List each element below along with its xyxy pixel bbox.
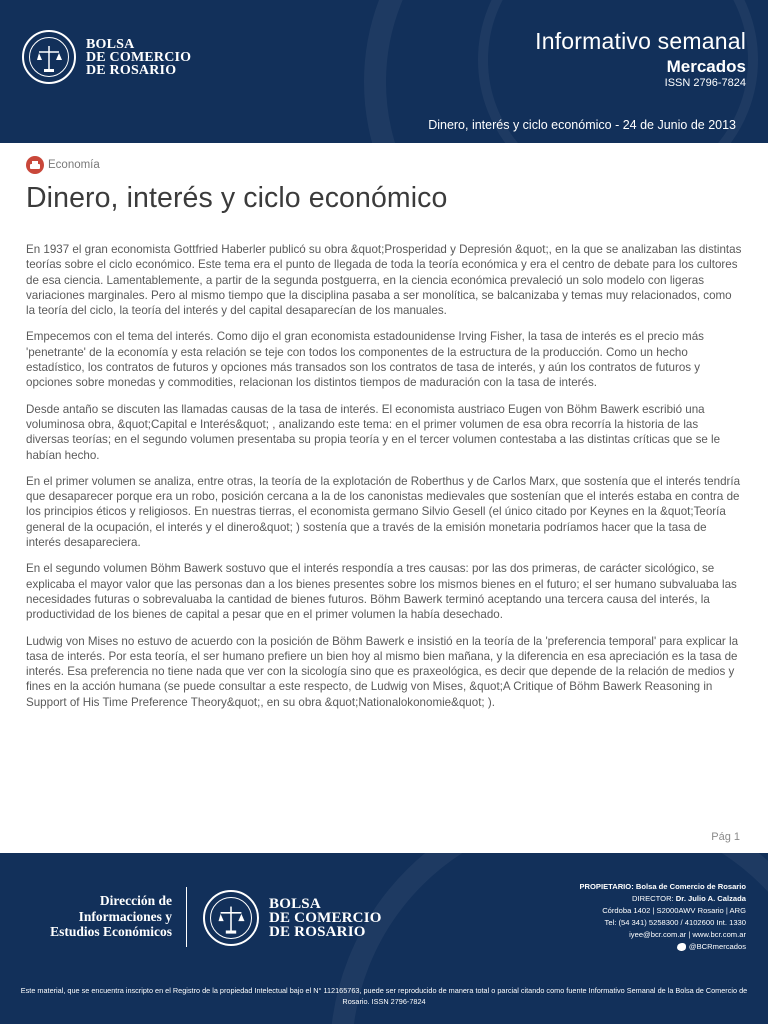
department-name [24,893,172,940]
page-footer [0,853,768,1024]
logo-line: DE COMERCIO [269,910,382,926]
director-value: Dr. Julio A. Calzada [675,894,746,903]
contact-info [579,881,746,955]
department-line: Estudios Económicos [50,924,172,939]
logo-line: DE COMERCIO [86,49,192,65]
bcr-logo-text [86,38,191,77]
article-paragraph: En el segundo volumen Böhm Bawerk sostuvo que el interés respondía a tres causas: por las dos primeras, de carácter sicológico, se explicaba el mayor valor que las personas dan a los bienes presentes sobre los mismos bienes en el futuro; el ser humano subvaluaba las necesidades futuras o sobrevaluaba la cantidad de bienes futuros. Böhm Bawerk terminó aceptando una tercera causa del interés, la productividad de los bienes de capital a pesar que en el primer volumen la había desechado. [26,562,737,622]
footer-divider [186,887,187,947]
publication-section: Mercados [666,57,746,76]
article-header-line: Dinero, interés y ciclo económico - 24 de Junio de 2013 [428,118,736,132]
category-label: Economía [48,159,100,171]
category-tag[interactable] [26,156,100,174]
owner-line [579,881,746,893]
twitter-icon [677,943,686,951]
logo-line: BOLSA [86,36,135,52]
bcr-logo-text [269,897,382,939]
bcr-seal-icon [22,30,76,84]
article-paragraph: En 1937 el gran economista Gottfried Haberler publicó su obra &quot;Prosperidad y Depresión &quot;, en la que se analizaban las distintas teorías sobre el ciclo económico. Este tema era el punto de llegada de toda la teoría económica y era el centro de debate para los cultores de esa ciencia. Lamentablemente, a partir de la segunda postguerra, en la ciencia económica prevaleció un solo modelo con ligeras variaciones marginales. Pero al mismo tiempo que la disciplina pasaba a ser monolítica, se balcanizaba y temas muy relacionados, como la teoría del ciclo, la teoría del interés y del capital desaparecían de los manuales. [26,243,742,318]
owner-label: PROPIETARIO: [579,882,634,891]
director-label: DIRECTOR: [632,894,674,903]
address: Córdoba 1402 | S2000AWV Rosario | ARG [602,906,746,915]
director-line [579,893,746,905]
article-paragraph: Empecemos con el tema del interés. Como dijo el gran economista estadounidense Irving Fisher, la tasa de interés es el precio más 'penetrante' de la economía y esta relación se teje con todos los componentes de la estructura de la producción. Como un hecho estadístico, los contratos de futuros y opciones más transados son los contratos de tasa de interés, y aún los contratos de futuros y opciones sobre monedas y commodities, relacionan los distintos tiempos de maduración con la tasa de interés. [26,330,704,390]
page-number: Pág 1 [711,831,740,843]
page-header [0,0,768,143]
twitter-handle: @BCRmercados [688,942,746,951]
legal-notice: Este material, que se encuentra inscripto en el Registro de la propiedad Intelectual bajo el N° 112165763, puede ser reproducido de manera total o parcial citando como fuente Informativo Semanal de la Bolsa de Comercio de Rosario. ISSN 2796-7824 [20,986,748,1006]
twitter-link[interactable] [677,941,746,953]
logo-line: DE ROSARIO [269,924,366,940]
email-web-link[interactable]: iyee@bcr.com.ar | www.bcr.com.ar [629,930,746,939]
article-paragraph: Ludwig von Mises no estuvo de acuerdo con la posición de Böhm Bawerk e insistió en la teoría de la 'preferencia temporal' para explicar la tasa de interés. Por esta teoría, el ser humano prefiere un bien hoy al mismo bien mañana, y la diferencia en esa apreciación es la tasa de interés. Esa preferencia no tiene nada que ver con la sicología sino que es praxeológica, es decir que depende de la relación de medios y fines en la acción humana (se puede consultar a este respecto, de Ludwig von Mises, &quot;A Critique of Böhm Bawerk Reasoning in Support of His Time Preference Theory&quot;, en su obra &quot;Nationalokonomie&quot; ). [26,634,739,709]
logo-line: DE ROSARIO [86,62,177,78]
article-body [26,242,742,721]
factory-icon [26,156,44,174]
owner-value: Bolsa de Comercio de Rosario [635,882,746,891]
article-paragraph: En el primer volumen se analiza, entre otras, la teoría de la explotación de Roberthus y de Carlos Marx, que sostenía que el interés tendría que desaparecer porque era un robo, posición cercana a la de los canonistas medievales que sostenían que el interés estaba en contra de los principios éticos y religiosos. En nuestras tierras, el economista germano Silvio Gesell (el único citado por Keynes en la &quot;Teoría general de la ocupación, el interés y el dinero&quot; ) sostenía que a través de la emisión monetaria podríamos hacer que la tasa de interés desapareciera. [26,474,741,550]
phone: Tel: (54 341) 5258300 / 4102600 Int. 1330 [604,918,746,927]
department-line: Dirección de [99,893,172,908]
bcr-logo[interactable] [22,30,191,84]
bcr-footer-logo[interactable] [203,890,382,946]
article-paragraph: Desde antaño se discuten las llamadas causas de la tasa de interés. El economista austriaco Eugen von Böhm Bawerk escribió una voluminosa obra, &quot;Capital e Interés&quot; , analizando este tema: en el primer volumen de esa obra recorría la historia de las diversas teorías; en el segundo volumen presentaba su propia teoría y en el tercer volumen contestaba a las distintas críticas que se le habían hecho. [26,402,721,462]
logo-line: BOLSA [269,896,321,912]
department-line: Informaciones y [78,908,172,924]
issn: ISSN 2796-7824 [664,77,746,89]
bcr-seal-icon [203,890,259,946]
publication-title: Informativo semanal [535,28,746,54]
article-title: Dinero, interés y ciclo económico [26,182,448,214]
